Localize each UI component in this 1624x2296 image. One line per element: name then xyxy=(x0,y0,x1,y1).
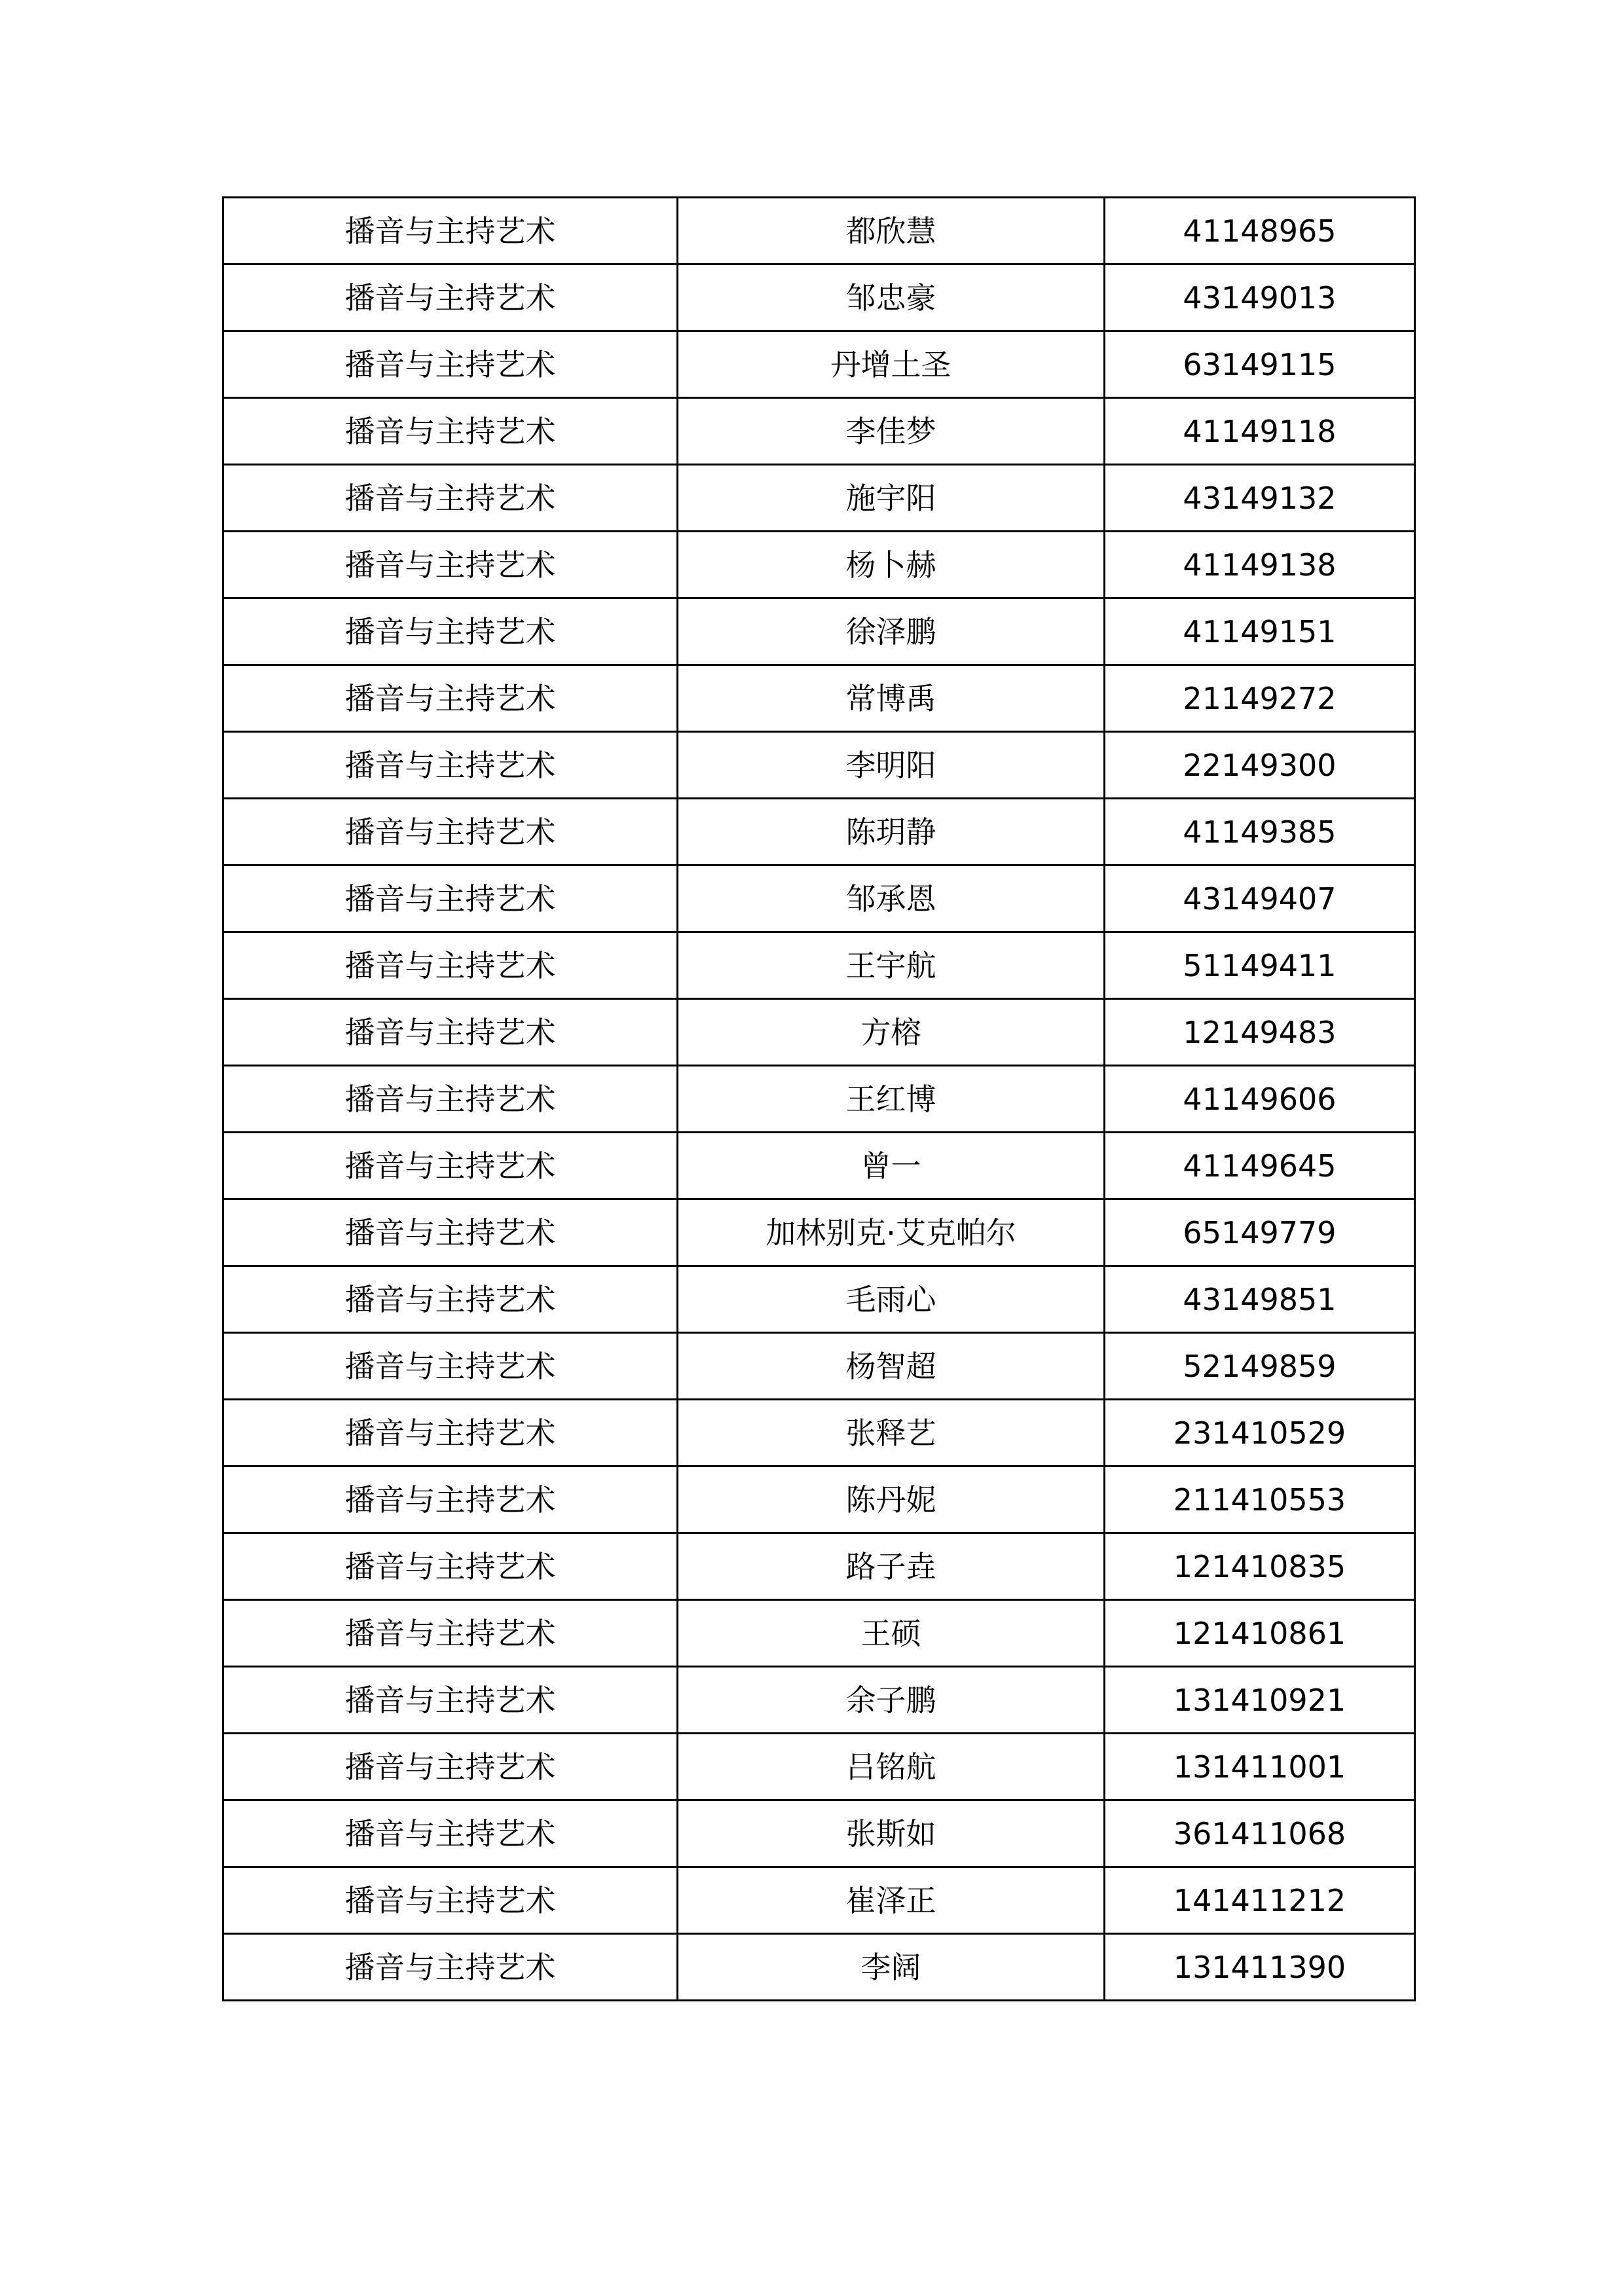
name-cell: 邹忠豪 xyxy=(678,264,1105,331)
table-row xyxy=(223,1934,1415,2001)
id-cell: 41149138 xyxy=(1105,532,1415,598)
table-row xyxy=(223,732,1415,799)
table-row xyxy=(223,1600,1415,1667)
id-cell: 361411068 xyxy=(1105,1800,1415,1867)
major-cell: 播音与主持艺术 xyxy=(223,598,678,665)
table-row xyxy=(223,264,1415,331)
table-row xyxy=(223,999,1415,1066)
id-cell: 52149859 xyxy=(1105,1333,1415,1400)
table-row xyxy=(223,465,1415,532)
table-row xyxy=(223,1400,1415,1467)
table-row xyxy=(223,866,1415,932)
id-cell: 65149779 xyxy=(1105,1199,1415,1266)
major-cell: 播音与主持艺术 xyxy=(223,999,678,1066)
name-cell: 邹承恩 xyxy=(678,866,1105,932)
major-cell: 播音与主持艺术 xyxy=(223,1800,678,1867)
major-cell: 播音与主持艺术 xyxy=(223,1533,678,1600)
id-cell: 41148965 xyxy=(1105,198,1415,264)
table-row xyxy=(223,1199,1415,1266)
major-cell: 播音与主持艺术 xyxy=(223,1934,678,2001)
major-cell: 播音与主持艺术 xyxy=(223,1467,678,1533)
major-cell: 播音与主持艺术 xyxy=(223,1199,678,1266)
name-cell: 李佳梦 xyxy=(678,398,1105,465)
id-cell: 131411001 xyxy=(1105,1734,1415,1800)
name-cell: 张斯如 xyxy=(678,1800,1105,1867)
major-cell: 播音与主持艺术 xyxy=(223,665,678,732)
id-cell: 43149013 xyxy=(1105,264,1415,331)
table-row xyxy=(223,1734,1415,1800)
name-cell: 曾一 xyxy=(678,1133,1105,1199)
table-row xyxy=(223,799,1415,866)
major-cell: 播音与主持艺术 xyxy=(223,465,678,532)
name-cell: 毛雨心 xyxy=(678,1266,1105,1333)
major-cell: 播音与主持艺术 xyxy=(223,866,678,932)
name-cell: 王硕 xyxy=(678,1600,1105,1667)
table-row xyxy=(223,331,1415,398)
id-cell: 43149407 xyxy=(1105,866,1415,932)
table-row xyxy=(223,1133,1415,1199)
major-cell: 播音与主持艺术 xyxy=(223,1266,678,1333)
table-row xyxy=(223,1867,1415,1934)
major-cell: 播音与主持艺术 xyxy=(223,264,678,331)
id-cell: 141411212 xyxy=(1105,1867,1415,1934)
table-row xyxy=(223,598,1415,665)
table-row xyxy=(223,1333,1415,1400)
major-cell: 播音与主持艺术 xyxy=(223,398,678,465)
name-cell: 杨智超 xyxy=(678,1333,1105,1400)
id-cell: 43149851 xyxy=(1105,1266,1415,1333)
name-cell: 都欣慧 xyxy=(678,198,1105,264)
name-cell: 徐泽鹏 xyxy=(678,598,1105,665)
table-row xyxy=(223,1533,1415,1600)
student-list-table xyxy=(222,196,1416,2001)
name-cell: 加林别克·艾克帕尔 xyxy=(678,1199,1105,1266)
name-cell: 余子鹏 xyxy=(678,1667,1105,1734)
id-cell: 211410553 xyxy=(1105,1467,1415,1533)
name-cell: 方榕 xyxy=(678,999,1105,1066)
major-cell: 播音与主持艺术 xyxy=(223,1867,678,1934)
table-row xyxy=(223,1266,1415,1333)
name-cell: 崔泽正 xyxy=(678,1867,1105,1934)
id-cell: 121410861 xyxy=(1105,1600,1415,1667)
id-cell: 231410529 xyxy=(1105,1400,1415,1467)
name-cell: 陈玥静 xyxy=(678,799,1105,866)
id-cell: 63149115 xyxy=(1105,331,1415,398)
name-cell: 陈丹妮 xyxy=(678,1467,1105,1533)
major-cell: 播音与主持艺术 xyxy=(223,1667,678,1734)
id-cell: 41149645 xyxy=(1105,1133,1415,1199)
major-cell: 播音与主持艺术 xyxy=(223,1133,678,1199)
major-cell: 播音与主持艺术 xyxy=(223,1600,678,1667)
table-row xyxy=(223,198,1415,264)
name-cell: 丹增土圣 xyxy=(678,331,1105,398)
table-body xyxy=(223,198,1415,2001)
id-cell: 41149385 xyxy=(1105,799,1415,866)
name-cell: 路子垚 xyxy=(678,1533,1105,1600)
major-cell: 播音与主持艺术 xyxy=(223,799,678,866)
id-cell: 51149411 xyxy=(1105,932,1415,999)
id-cell: 41149606 xyxy=(1105,1066,1415,1133)
id-cell: 22149300 xyxy=(1105,732,1415,799)
major-cell: 播音与主持艺术 xyxy=(223,1400,678,1467)
table-row xyxy=(223,1800,1415,1867)
id-cell: 131410921 xyxy=(1105,1667,1415,1734)
id-cell: 121410835 xyxy=(1105,1533,1415,1600)
major-cell: 播音与主持艺术 xyxy=(223,532,678,598)
major-cell: 播音与主持艺术 xyxy=(223,331,678,398)
id-cell: 41149118 xyxy=(1105,398,1415,465)
table-row xyxy=(223,1667,1415,1734)
name-cell: 吕铭航 xyxy=(678,1734,1105,1800)
id-cell: 12149483 xyxy=(1105,999,1415,1066)
major-cell: 播音与主持艺术 xyxy=(223,1066,678,1133)
major-cell: 播音与主持艺术 xyxy=(223,732,678,799)
name-cell: 李阔 xyxy=(678,1934,1105,2001)
name-cell: 王宇航 xyxy=(678,932,1105,999)
table-row xyxy=(223,665,1415,732)
name-cell: 王红博 xyxy=(678,1066,1105,1133)
id-cell: 21149272 xyxy=(1105,665,1415,732)
table-row xyxy=(223,1066,1415,1133)
table-row xyxy=(223,398,1415,465)
major-cell: 播音与主持艺术 xyxy=(223,932,678,999)
major-cell: 播音与主持艺术 xyxy=(223,1734,678,1800)
id-cell: 43149132 xyxy=(1105,465,1415,532)
name-cell: 张释艺 xyxy=(678,1400,1105,1467)
table-row xyxy=(223,1467,1415,1533)
name-cell: 施宇阳 xyxy=(678,465,1105,532)
table-row xyxy=(223,532,1415,598)
id-cell: 41149151 xyxy=(1105,598,1415,665)
name-cell: 常博禹 xyxy=(678,665,1105,732)
major-cell: 播音与主持艺术 xyxy=(223,1333,678,1400)
name-cell: 杨卜赫 xyxy=(678,532,1105,598)
major-cell: 播音与主持艺术 xyxy=(223,198,678,264)
table-row xyxy=(223,932,1415,999)
name-cell: 李明阳 xyxy=(678,732,1105,799)
id-cell: 131411390 xyxy=(1105,1934,1415,2001)
